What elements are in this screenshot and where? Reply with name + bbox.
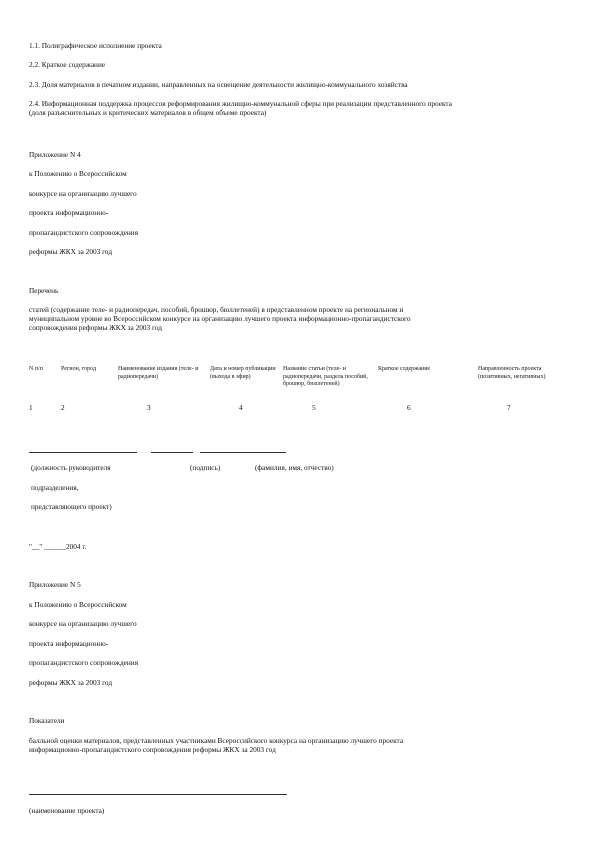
appendix-5-line: реформы ЖКХ за 2003 год — [29, 678, 113, 687]
section-2-2: 2.2. Краткое содержание — [29, 60, 106, 69]
indicators-description: балльной оценки материалов, представленных участниками Всероссийского конкурса на организацию лучшего проекта — [29, 736, 404, 745]
appendix-4-line: проекта информационно- — [29, 208, 109, 217]
signature-line — [29, 452, 137, 453]
table-header: Название статьи (теле- и радиопередачи, раздела пособий, брошюр, бюллетеней) — [283, 366, 368, 387]
signature-date: "__" ______2004 г. — [29, 542, 87, 551]
appendix-5-line: проекта информационно- — [29, 639, 109, 648]
list-description: муниципальном уровне во Всероссийском конкурсе на организацию лучшего проекта информационно-пропагандистского — [29, 314, 411, 323]
section-2-3: 2.3. Доля материалов в печатном издании, направленных на освещение деятельности жилищно-коммунального хозяйства — [29, 80, 408, 89]
signature-project: представляющего проект) — [31, 502, 112, 511]
table-header: Регион, город — [61, 366, 96, 372]
table-cell: 3 — [147, 403, 151, 412]
indicators-title: Показатели — [29, 716, 65, 725]
table-cell: 5 — [312, 403, 316, 412]
project-name-caption: (наименование проекта) — [29, 806, 105, 815]
section-2-4: 2.4. Информационная поддержка процессов реформирования жилищно-коммунальной сферы при реализации представленного проекта — [29, 99, 452, 108]
appendix-5-line: пропагандистского сопровождения — [29, 658, 139, 667]
signature-name: (фамилия, имя, отчество) — [255, 463, 334, 472]
signature-signature: (подпись) — [190, 463, 221, 472]
appendix-4-line: конкурсе на организацию лучшего — [29, 189, 137, 198]
table-cell: 2 — [61, 403, 65, 412]
table-header: Наименование издания (теле- и радиопередачи) — [118, 366, 199, 380]
project-name-line — [29, 794, 287, 795]
table-cell: 7 — [507, 403, 511, 412]
list-description: статей (содержание теле- и радиопередач, пособий, брошюр, бюллетеней) в представленном проекте на региональном и — [29, 305, 404, 314]
appendix-4-title: Приложение N 4 — [29, 150, 81, 159]
section-1-1: 1.1. Полиграфическое исполнение проекта — [29, 41, 162, 50]
signature-line — [200, 452, 286, 453]
table-header: N п/п — [29, 366, 43, 372]
table-cell: 4 — [239, 403, 243, 412]
appendix-4-line: реформы ЖКХ за 2003 год — [29, 247, 113, 256]
list-description: сопровождения реформы ЖКХ за 2003 год — [29, 323, 162, 332]
table-cell: 6 — [407, 403, 411, 412]
appendix-5-title: Приложение N 5 — [29, 580, 81, 589]
table-header: Направленность проекта (позитивных, негативных) — [478, 366, 546, 380]
table-header: Дата и номер публикации (выхода в эфир) — [210, 366, 276, 380]
appendix-5-line: к Положению о Всероссийском — [29, 600, 127, 609]
table-cell: 1 — [29, 403, 33, 412]
appendix-4-line: пропагандистского сопровождения — [29, 228, 139, 237]
list-title: Перечень — [29, 286, 59, 295]
signature-position: (должность руководителя — [31, 463, 111, 472]
section-2-4-note: (доля разъяснительных и критических материалов в общем объеме проекта) — [29, 108, 267, 117]
signature-division: подразделения, — [31, 483, 79, 492]
appendix-5-line: конкурсе на организацию лучшего — [29, 619, 137, 628]
appendix-4-line: к Положению о Всероссийском — [29, 169, 127, 178]
table-header: Краткое содержание — [378, 366, 431, 372]
signature-line — [151, 452, 193, 453]
indicators-description: информационно-пропагандистского сопровождения реформы ЖКХ за 2003 год — [29, 745, 276, 754]
